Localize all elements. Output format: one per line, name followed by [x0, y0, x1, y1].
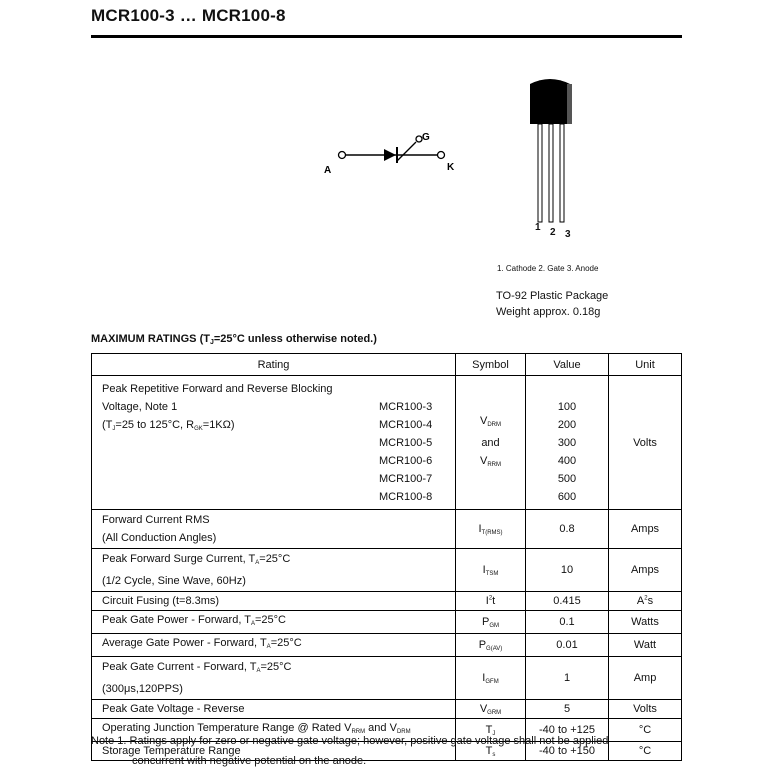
- rating-cell: Peak Repetitive Forward and Reverse Blocking Voltage, Note 1 MCR100-3 ($T_J=25$ to 125°C, $R_{GK}=1K\Omega$) MCR100-4 MCR100-5 MCR100-6 MCR100-7 MCR100-8: [92, 376, 456, 510]
- header-symbol: Symbol: [456, 354, 526, 376]
- symbol-cell: $T_s$: [456, 742, 526, 761]
- unit-cell: Watt: [609, 634, 682, 657]
- rating-cell: Circuit Fusing (t=8.3ms): [92, 592, 456, 611]
- title-rule: [91, 35, 682, 38]
- table-row: [92, 700, 682, 719]
- scr-symbol-icon: [318, 128, 468, 183]
- header-unit: Unit: [609, 354, 682, 376]
- footnote: [91, 731, 608, 771]
- symbol-cell: $V_{GRM}$: [456, 700, 526, 719]
- table-row: [92, 634, 682, 657]
- ratings-table: [91, 353, 682, 761]
- rating-cell: Operating Junction Temperature Range @ Rated $V_{RRM}$ and $V_{DRM}$: [92, 719, 456, 742]
- table-row: [92, 611, 682, 634]
- value-cell: 0.1: [526, 611, 609, 634]
- table-row: [92, 549, 682, 592]
- footnote-line-1: Note 1. Ratings apply for zero or negative gate voltage; however, positive gate voltage shall not be applied: [91, 735, 609, 747]
- rating-cell: Peak Gate Power - Forward, $T_A=25^\circ C$: [92, 611, 456, 634]
- symbol-cell: $I^2t$: [456, 592, 526, 611]
- symbol-cell: $I_{T(RMS)}$: [456, 510, 526, 549]
- pin-number-1: 1: [535, 222, 541, 233]
- table-row: [92, 510, 682, 549]
- unit-cell: $A^2s$: [609, 592, 682, 611]
- pin-number-3: 3: [565, 229, 571, 240]
- gate-label: G: [422, 132, 430, 143]
- unit-cell: °C: [609, 719, 682, 742]
- header-value: Value: [526, 354, 609, 376]
- symbol-cell: $V_{DRM}$ and $V_{RRM}$: [456, 376, 526, 510]
- unit-cell: Volts: [609, 376, 682, 510]
- rating-cell: Peak Gate Current - Forward, $T_A=25^\circ C$ (300μs,120PPS): [92, 657, 456, 700]
- value-cell: 10: [526, 549, 609, 592]
- rating-cell: Average Gate Power - Forward, $T_A=25^\circ C$: [92, 634, 456, 657]
- package-info: [496, 288, 608, 320]
- table-row: [92, 657, 682, 700]
- package-name: TO-92 Plastic Package: [496, 290, 609, 302]
- unit-cell: °C: [609, 742, 682, 761]
- pin-legend: 1. Cathode 2. Gate 3. Anode: [497, 264, 599, 273]
- to92-package-icon: [520, 72, 590, 227]
- value-cell: 5: [526, 700, 609, 719]
- value-cell: -40 to +150: [526, 742, 609, 761]
- section-heading: MAXIMUM RATINGS ($T_J=25^\circ C$ unless otherwise noted.): [91, 333, 377, 346]
- value-cell: -40 to +125: [526, 719, 609, 742]
- value-cell: 0.415: [526, 592, 609, 611]
- unit-cell: Volts: [609, 700, 682, 719]
- rating-cell: Peak Gate Voltage - Reverse: [92, 700, 456, 719]
- value-cell: 0.01: [526, 634, 609, 657]
- package-weight: Weight approx. 0.18g: [496, 306, 601, 318]
- rating-cell: Forward Current RMS (All Conduction Angles): [92, 510, 456, 549]
- unit-cell: Amp: [609, 657, 682, 700]
- value-cell: 100 200 300 400 500 600: [526, 376, 609, 510]
- anode-label: A: [324, 165, 332, 176]
- pin-number-2: 2: [550, 227, 556, 238]
- cathode-label: K: [447, 162, 455, 173]
- rating-cell: Storage Temperature Range: [92, 742, 456, 761]
- unit-cell: Amps: [609, 510, 682, 549]
- page-title: MCR100-3 … MCR100-8: [91, 6, 286, 25]
- symbol-cell: $I_{GFM}$: [456, 657, 526, 700]
- header-rating: Rating: [92, 354, 456, 376]
- value-cell: 0.8: [526, 510, 609, 549]
- unit-cell: Amps: [609, 549, 682, 592]
- symbol-cell: $I_{TSM}$: [456, 549, 526, 592]
- symbol-cell: $T_J$: [456, 719, 526, 742]
- symbol-cell: $P_{GM}$: [456, 611, 526, 634]
- unit-cell: Watts: [609, 611, 682, 634]
- rating-cell: Peak Forward Surge Current, $T_A=25^\circ C$ (1/2 Cycle, Sine Wave, 60Hz): [92, 549, 456, 592]
- value-cell: 1: [526, 657, 609, 700]
- table-row: [92, 376, 682, 510]
- table-row: [92, 592, 682, 611]
- symbol-cell: $P_{G(AV)}$: [456, 634, 526, 657]
- table-header-row: [92, 354, 682, 376]
- footnote-line-2: concurrent with negative potential on the anode.: [132, 755, 367, 767]
